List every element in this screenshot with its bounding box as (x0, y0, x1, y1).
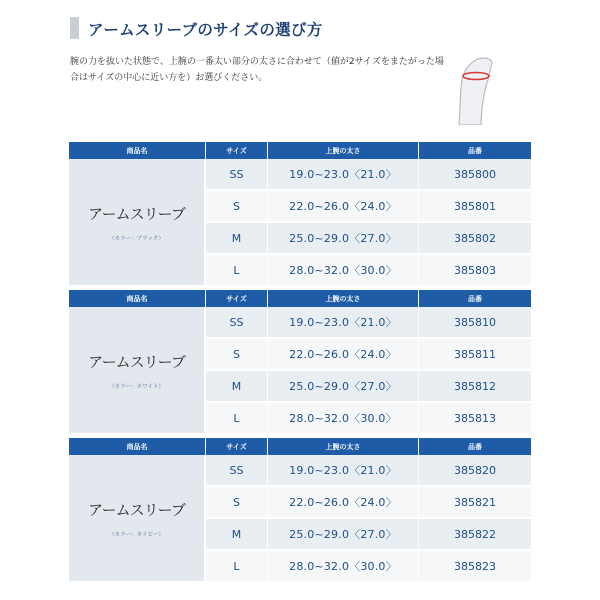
table-header-row (69, 438, 531, 455)
size-cell: SS (206, 159, 268, 191)
product-cell (69, 455, 206, 583)
size-table-black (69, 142, 531, 287)
size-cell: M (206, 519, 268, 551)
range-cell: 28.0~32.0〈30.0〉 (268, 403, 419, 435)
header-product-name: 商品名 (69, 142, 206, 159)
range-cell: 25.0~29.0〈27.0〉 (268, 371, 419, 403)
range-cell: 25.0~29.0〈27.0〉 (268, 519, 419, 551)
table-row (69, 159, 531, 191)
range-cell: 25.0~29.0〈27.0〉 (268, 223, 419, 255)
size-cell: M (206, 223, 268, 255)
size-cell: L (206, 255, 268, 287)
size-cell: S (206, 339, 268, 371)
table-row (69, 455, 531, 487)
product-name: アームスリーブ (88, 352, 185, 371)
range-cell: 22.0~26.0〈24.0〉 (268, 487, 419, 519)
header-size: サイズ (206, 290, 268, 307)
range-cell: 19.0~23.0〈21.0〉 (268, 159, 419, 191)
description-text: 腕の力を抜いた状態で、上腕の一番太い部分の太さに合わせて（値が2サイズをまたがった場合はサイズの中心に近い方を）お選びください。 (70, 57, 444, 83)
header-size: サイズ (206, 142, 268, 159)
size-table-white (69, 290, 531, 435)
code-cell: 385802 (419, 223, 531, 255)
product-name: アームスリーブ (88, 204, 185, 223)
size-table-navy (69, 438, 531, 583)
arm-measurement-icon (445, 50, 495, 125)
code-cell: 385803 (419, 255, 531, 287)
range-cell: 28.0~32.0〈30.0〉 (268, 255, 419, 287)
code-cell: 385820 (419, 455, 531, 487)
product-color: （カラー：ブラック） (109, 235, 164, 242)
range-cell: 22.0~26.0〈24.0〉 (268, 191, 419, 223)
size-cell: SS (206, 455, 268, 487)
code-cell: 385800 (419, 159, 531, 191)
code-cell: 385810 (419, 307, 531, 339)
table-header-row (69, 290, 531, 307)
header-size: サイズ (206, 438, 268, 455)
range-cell: 19.0~23.0〈21.0〉 (268, 455, 419, 487)
size-cell: L (206, 551, 268, 583)
code-cell: 385801 (419, 191, 531, 223)
header-product-name: 商品名 (69, 438, 206, 455)
header-upper-arm: 上腕の太さ (268, 438, 419, 455)
product-color: （カラー：ホワイト） (109, 383, 164, 390)
size-cell: M (206, 371, 268, 403)
size-cell: S (206, 191, 268, 223)
table-row (69, 307, 531, 339)
code-cell: 385812 (419, 371, 531, 403)
code-cell: 385822 (419, 519, 531, 551)
table-header-row (69, 142, 531, 159)
header-product-code: 品番 (419, 438, 531, 455)
code-cell: 385811 (419, 339, 531, 371)
product-cell (69, 307, 206, 435)
header-product-code: 品番 (419, 290, 531, 307)
size-cell: S (206, 487, 268, 519)
header-product-code: 品番 (419, 142, 531, 159)
size-cell: SS (206, 307, 268, 339)
header-upper-arm: 上腕の太さ (268, 290, 419, 307)
title-accent-bar (70, 17, 79, 39)
header-product-name: 商品名 (69, 290, 206, 307)
product-color: （カラー：ネイビー） (109, 531, 164, 538)
size-cell: L (206, 403, 268, 435)
product-cell (69, 159, 206, 287)
code-cell: 385813 (419, 403, 531, 435)
page-title: アームスリーブのサイズの選び方 (88, 21, 323, 39)
range-cell: 22.0~26.0〈24.0〉 (268, 339, 419, 371)
product-name: アームスリーブ (88, 500, 185, 519)
code-cell: 385823 (419, 551, 531, 583)
header-upper-arm: 上腕の太さ (268, 142, 419, 159)
code-cell: 385821 (419, 487, 531, 519)
range-cell: 19.0~23.0〈21.0〉 (268, 307, 419, 339)
range-cell: 28.0~32.0〈30.0〉 (268, 551, 419, 583)
